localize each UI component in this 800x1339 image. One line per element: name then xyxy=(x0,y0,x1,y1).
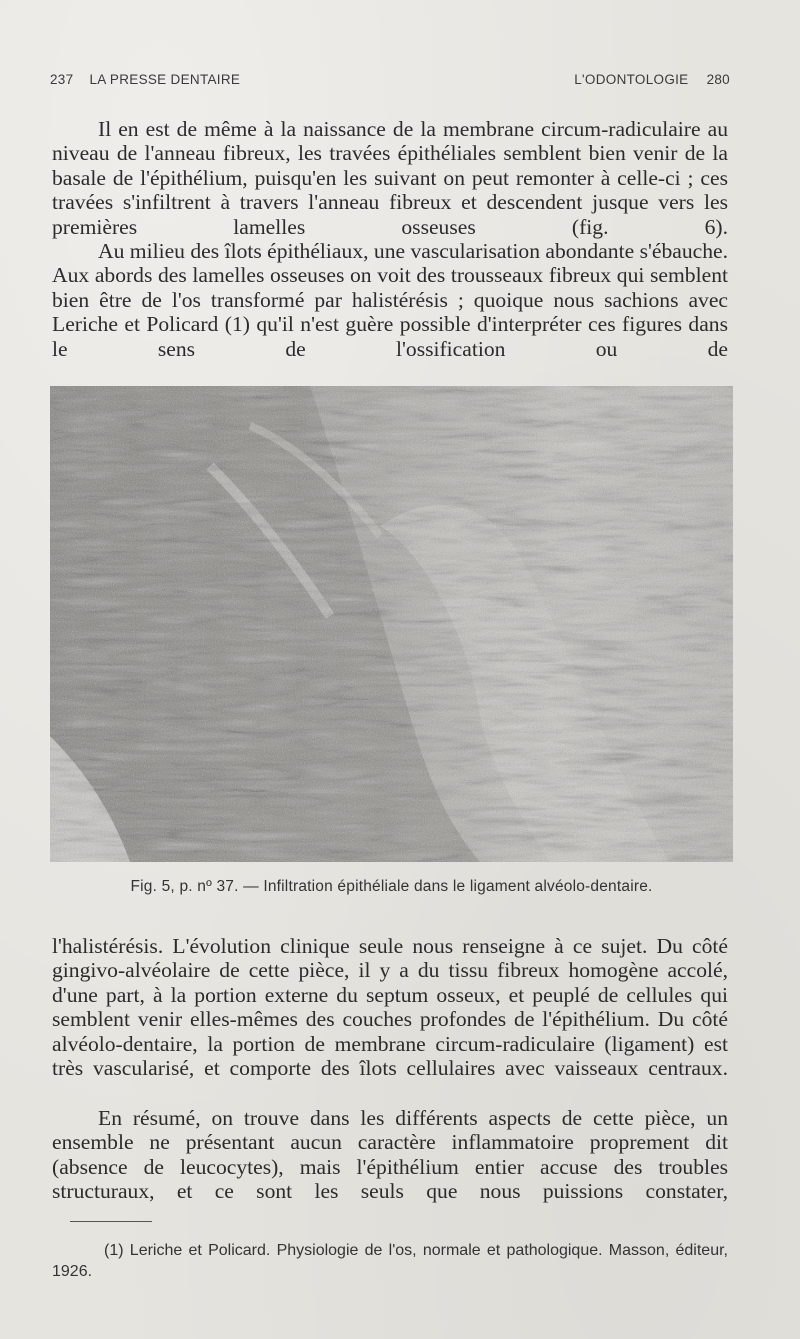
running-head-right xyxy=(574,72,730,87)
footnote-separator xyxy=(70,1221,152,1222)
running-head xyxy=(50,72,730,92)
body-paragraph-4 xyxy=(52,1106,728,1204)
micrograph-figure xyxy=(50,386,733,862)
body-paragraph-2 xyxy=(52,239,728,361)
body-paragraph-3 xyxy=(52,934,728,1080)
body-paragraph-1 xyxy=(52,117,728,239)
paragraph-2-text: Au milieu des îlots épithéliaux, une vascularisation abondante s'ébauche. Aux abords des lamelles osseuses on voit des trousseaux fibreux qui semblent bien être de l'os transformé par halistérésis ; quoique nous sachions avec Leriche et Policard (1) qu'il n'est guère possible d'interpréter ces figures dans le sens de l'ossification ou de xyxy=(52,239,728,361)
paragraph-4-text: En résumé, on trouve dans les différents aspects de cette pièce, un ensemble ne présentant aucun caractère inflammatoire proprement dit (absence de leucocytes), mais l'épithélium entier accuse des troubles structuraux, et ce sont les seuls que nous puissions constater, xyxy=(52,1106,728,1204)
left-page-number: 237 xyxy=(50,72,74,87)
running-head-left xyxy=(50,72,240,87)
histology-micrograph-image xyxy=(50,386,733,862)
left-journal-title: LA PRESSE DENTAIRE xyxy=(89,72,241,87)
footnote xyxy=(52,1240,728,1282)
footnote-text: (1) Leriche et Policard. Physiologie de l'os, normale et pathologique. Masson, éditeur, 1926. xyxy=(52,1242,728,1280)
right-journal-title: L'ODONTOLOGIE xyxy=(574,72,689,87)
paragraph-3-text: l'halistérésis. L'évolution clinique seule nous renseigne à ce sujet. Du côté gingivo-alvéolaire de cette pièce, il y a du tissu fibreux homogène accolé, d'une part, à la portion externe du septum osseux, et peuplé de cellules qui semblent venir elles-mêmes des couches profondes de l'épithélium. Du côté alvéolo-dentaire, la portion de membrane circum-radiculaire (ligament) est très vascularisé, et comporte des îlots cellulaires avec vaisseaux centraux. xyxy=(52,934,728,1081)
right-page-number: 280 xyxy=(706,72,730,87)
figure-caption: Fig. 5, p. nº 37. — Infiltration épithéliale dans le ligament alvéolo-dentaire. xyxy=(130,878,653,895)
paragraph-1-text: Il en est de même à la naissance de la membrane circum-radiculaire au niveau de l'anneau fibreux, les travées épithéliales semblent bien venir de la basale de l'épithélium, puisqu'en les suivant on peut remonter à celle-ci ; ces travées s'infiltrent à travers l'anneau fibreux et descendent jusque vers les premières lamelles osseuses (fig. 6). xyxy=(52,117,728,239)
